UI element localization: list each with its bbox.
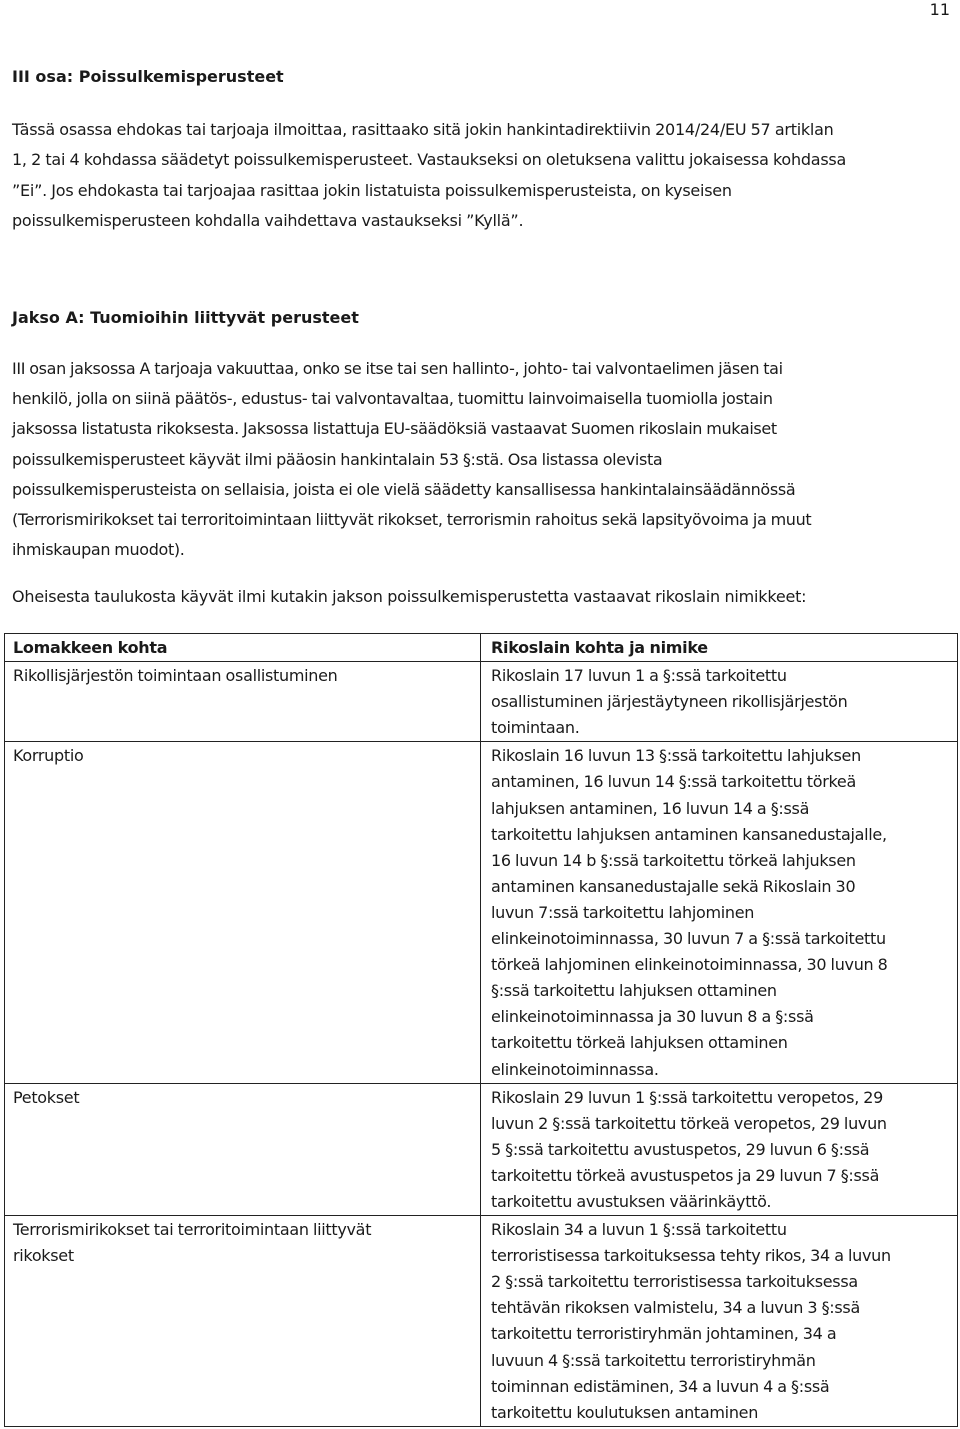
kohta-cell: Petokset: [5, 1083, 481, 1215]
rikoslaki-cell: Rikoslain 16 luvun 13 §:ssä tarkoitettu lahjuksen antaminen, 16 luvun 14 §:ssä tarkoitettu törkeä lahjuksen antaminen, 16 luvun 14 a §:ssä tarkoitettu lahjuksen antaminen kansanedustajalle, 16 luvun 14 b §:ssä tarkoitettu törkeä lahjuksen antaminen kansanedustajalle sekä Rikoslain 30 luvun 7:ssä tarkoitettu lahjominen elinkeinotoiminnassa, 30 luvun 7 a §:ssä tarkoitettu törkeä lahjominen elinkeinotoiminnassa, 30 luvun 8 §:ssä tarkoitettu lahjuksen ottaminen elinkeinotoiminnassa ja 30 luvun 8 a §:ssä tarkoitettu törkeä lahjuksen ottaminen elinkeinotoiminnassa.: [481, 742, 958, 1083]
table-intro: Oheisesta taulukosta käyvät ilmi kutakin jakson poissulkemisperustetta vastaavat rikoslain nimikkeet:: [12, 587, 807, 606]
column-header-rikoslaki: Rikoslain kohta ja nimike: [481, 634, 958, 662]
rikoslaki-cell: Rikoslain 34 a luvun 1 §:ssä tarkoitettu terroristisessa tarkoituksessa tehty rikos, 34 a luvun 2 §:ssä tarkoitettu terroristisessa tarkoituksessa tehtävän rikoksen valmistelu, 34 a luvun 3 §:ssä tarkoitettu terroristiryhmän johtaminen, 34 a luvuun 4 §:ssä tarkoitettu terroristiryhmän toiminnan edistäminen, 34 a luvun 4 a §:ssä tarkoitettu koulutuksen antaminen: [481, 1216, 958, 1427]
crime-mapping-table: [4, 633, 958, 1427]
section-title: III osa: Poissulkemisperusteet: [12, 67, 284, 86]
jakso-title: Jakso A: Tuomioihin liittyvät perusteet: [12, 308, 359, 327]
jakso-paragraph: III osan jaksossa A tarjoaja vakuuttaa, onko se itse tai sen hallinto-, johto- tai valvontaelimen jäsen tai henkilö, jolla on siinä päätös-, edustus- tai valvontavaltaa, tuomittu lainvoimaisella tuomiolla jostain jaksossa listatusta rikoksesta. Jaksossa listattuja EU-säädöksiä vastaavat Suomen rikoslain mukaiset poissulkemisperusteet käyvät ilmi pääosin hankintalain 53 §:stä. Osa listassa olevista poissulkemisperusteista on sellaisia, joista ei ole vielä säädetty kansallisessa hankintalainsäädännössä (Terrorismirikokset tai terroritoimintaan liittyvät rikokset, terrorismin rahoitus sekä lapsityövoima ja muut ihmiskaupan muodot).: [12, 359, 812, 560]
table-row: [5, 742, 958, 1083]
table-row: [5, 1083, 958, 1215]
page-number: 11: [929, 0, 950, 19]
kohta-cell: Korruptio: [5, 742, 481, 1083]
kohta-cell: Terrorismirikokset tai terroritoimintaan liittyvät rikokset: [5, 1216, 481, 1427]
table-row: [5, 662, 958, 742]
column-header-kohta: Lomakkeen kohta: [5, 634, 481, 662]
rikoslaki-cell: Rikoslain 29 luvun 1 §:ssä tarkoitettu veropetos, 29 luvun 2 §:ssä tarkoitettu törkeä veropetos, 29 luvun 5 §:ssä tarkoitettu avustuspetos, 29 luvun 6 §:ssä tarkoitettu törkeä avustuspetos ja 29 luvun 7 §:ssä tarkoitettu avustuksen väärinkäyttö.: [481, 1083, 958, 1215]
table-header-row: [5, 634, 958, 662]
table-row: [5, 1216, 958, 1427]
section-intro-paragraph: Tässä osassa ehdokas tai tarjoaja ilmoittaa, rasittaako sitä jokin hankintadirektiivin 2014/24/EU 57 artiklan 1, 2 tai 4 kohdassa säädetyt poissulkemisperusteet. Vastaukseksi on oletuksena valittu jokaisessa kohdassa ”Ei”. Jos ehdokasta tai tarjoajaa rasittaa jokin listatuista poissulkemisperusteista, on kyseisen poissulkemisperusteen kohdalla vaihdettava vastaukseksi ”Kyllä”.: [12, 120, 847, 230]
rikoslaki-cell: Rikoslain 17 luvun 1 a §:ssä tarkoitettu osallistuminen järjestäytyneen rikollisjärjestön toimintaan.: [481, 662, 958, 742]
kohta-cell: Rikollisjärjestön toimintaan osallistuminen: [5, 662, 481, 742]
